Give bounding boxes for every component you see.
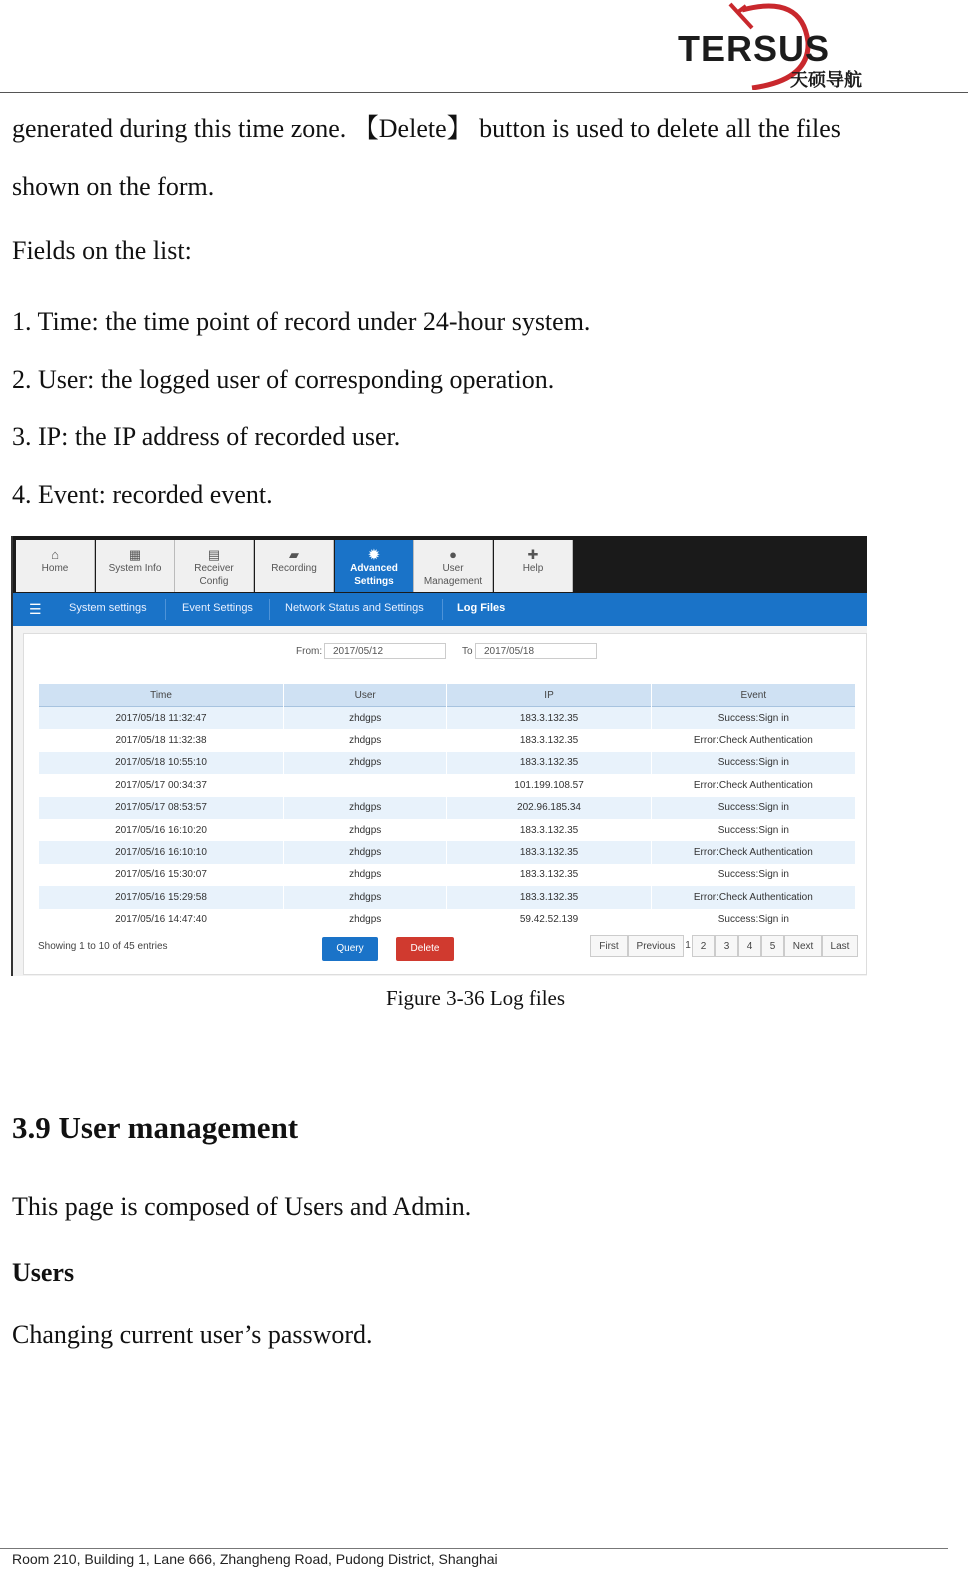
cell-event: Success:Sign in [652,752,855,774]
cell-ip: 202.96.185.34 [447,797,650,819]
field-ip: 3. IP: the IP address of recorded user. [12,422,401,451]
log-table [38,684,856,931]
cell-time: 2017/05/18 11:32:47 [39,707,283,729]
section-intro: This page is composed of Users and Admin. [12,1192,472,1221]
cell-user: zhdgps [284,752,446,774]
table-row [39,841,855,863]
table-row [39,774,855,796]
cell-time: 2017/05/17 08:53:57 [39,797,283,819]
query-button[interactable]: Query [322,937,378,961]
table-row [39,909,855,931]
column-time[interactable]: Time [39,684,283,707]
logo-wordmark: TERSUS [678,28,831,69]
tab-help[interactable]: ✚ Help [494,540,573,592]
cell-event: Error:Check Authentication [652,841,855,863]
gear-icon: ✹ [368,547,380,562]
cell-event: Success:Sign in [652,819,855,841]
cell-user: zhdgps [284,797,446,819]
table-row [39,707,855,729]
page-1[interactable]: 1 [685,940,691,951]
cell-time: 2017/05/18 11:32:38 [39,729,283,751]
subnav-event-settings[interactable]: Event Settings [182,602,253,614]
tab-recording[interactable]: ▰ Recording [255,540,334,592]
fields-intro: Fields on the list: [12,236,192,265]
tab-advanced-settings[interactable]: ✹ Advanced Settings [335,540,414,592]
table-row [39,864,855,886]
tab-system-info[interactable]: ▦ System Info [96,540,175,592]
cell-time: 2017/05/16 16:10:20 [39,819,283,841]
table-row [39,729,855,751]
footer-divider [0,1548,948,1549]
entries-info: Showing 1 to 10 of 45 entries [38,941,168,952]
field-event: 4. Event: recorded event. [12,480,273,509]
page-last[interactable]: Last [822,935,858,957]
page-2[interactable]: 2 [692,935,715,957]
section-heading: 3.9 User management [12,1110,299,1145]
cell-ip: 183.3.132.35 [447,841,650,863]
cell-user: zhdgps [284,841,446,863]
column-ip[interactable]: IP [447,684,650,707]
cell-user: zhdgps [284,729,446,751]
tab-home[interactable]: ⌂ Home [16,540,95,592]
cell-time: 2017/05/16 15:29:58 [39,886,283,908]
cell-time: 2017/05/16 15:30:07 [39,864,283,886]
tab-user-management[interactable]: ● User Management [414,540,493,592]
subnav-system-settings[interactable]: System settings [69,602,147,614]
cell-event: Success:Sign in [652,797,855,819]
from-date-input[interactable]: 2017/05/12 [324,643,446,659]
page-next[interactable]: Next [784,935,822,957]
monitor-icon: ▦ [128,547,142,562]
table-row [39,886,855,908]
from-label: From: [296,646,323,657]
tersus-logo [678,2,868,90]
cell-event: Success:Sign in [652,707,855,729]
subnav-log-files[interactable]: Log Files [457,602,506,614]
page-4[interactable]: 4 [738,935,761,957]
cell-event: Error:Check Authentication [652,886,855,908]
cell-ip: 59.42.52.139 [447,909,650,931]
cell-ip: 183.3.132.35 [447,707,650,729]
cell-ip: 183.3.132.35 [447,864,650,886]
cell-user: zhdgps [284,864,446,886]
cell-time: 2017/05/16 14:47:40 [39,909,283,931]
cell-event: Success:Sign in [652,864,855,886]
cell-time: 2017/05/18 10:55:10 [39,752,283,774]
help-icon: ✚ [527,547,539,562]
cell-ip: 183.3.132.35 [447,752,650,774]
log-files-screenshot [11,536,867,976]
users-text: Changing current user’s password. [12,1320,373,1349]
subnav-divider [165,599,166,620]
page-first[interactable]: First [590,935,628,957]
delete-button[interactable]: Delete [396,937,454,961]
paragraph-delete-line2: shown on the form. [12,172,215,201]
to-label: To [462,646,473,657]
to-date-input[interactable]: 2017/05/18 [475,643,597,659]
table-header-row [39,684,855,707]
cell-ip: 101.199.108.57 [447,774,650,796]
cell-user: zhdgps [284,819,446,841]
cell-event: Error:Check Authentication [652,774,855,796]
tab-receiver-config[interactable]: ▤ Receiver Config [175,540,254,592]
subnav-divider [442,599,443,620]
cell-event: Success:Sign in [652,909,855,931]
cell-ip: 183.3.132.35 [447,819,650,841]
header-divider [0,92,968,93]
user-icon: ● [449,547,457,562]
field-time: 1. Time: the time point of record under 24-hour system. [12,307,591,336]
column-user[interactable]: User [284,684,446,707]
cell-time: 2017/05/17 00:34:37 [39,774,283,796]
table-row [39,797,855,819]
cell-user: zhdgps [284,909,446,931]
column-event[interactable]: Event [652,684,855,707]
folder-icon: ▰ [289,547,299,562]
sub-nav-bar [13,593,867,626]
subnav-divider [269,599,270,620]
cell-user: zhdgps [284,886,446,908]
list-menu-icon[interactable]: ☰ [29,601,42,617]
page-5[interactable]: 5 [761,935,784,957]
cell-ip: 183.3.132.35 [447,729,650,751]
figure-caption: Figure 3-36 Log files [386,986,566,1010]
page-previous[interactable]: Previous [628,935,684,957]
table-row [39,819,855,841]
logo-chinese: 天硕导航 [790,70,862,91]
subnav-network-status[interactable]: Network Status and Settings [285,602,424,614]
paragraph-delete-line1: generated during this time zone. 【Delete】 button is used to delete all the files [12,114,841,143]
cell-user: zhdgps [284,707,446,729]
keyboard-icon: ▤ [207,547,221,562]
home-icon: ⌂ [51,547,59,562]
footer-address: Room 210, Building 1, Lane 666, Zhangheng Road, Pudong District, Shanghai [12,1551,498,1567]
cell-time: 2017/05/16 16:10:10 [39,841,283,863]
cell-event: Error:Check Authentication [652,729,855,751]
page-3[interactable]: 3 [715,935,738,957]
cell-ip: 183.3.132.35 [447,886,650,908]
table-row [39,752,855,774]
top-nav-bar [13,536,867,593]
log-panel [23,633,867,975]
field-user: 2. User: the logged user of corresponding operation. [12,365,555,394]
users-heading: Users [12,1258,75,1287]
cell-user [284,774,446,796]
